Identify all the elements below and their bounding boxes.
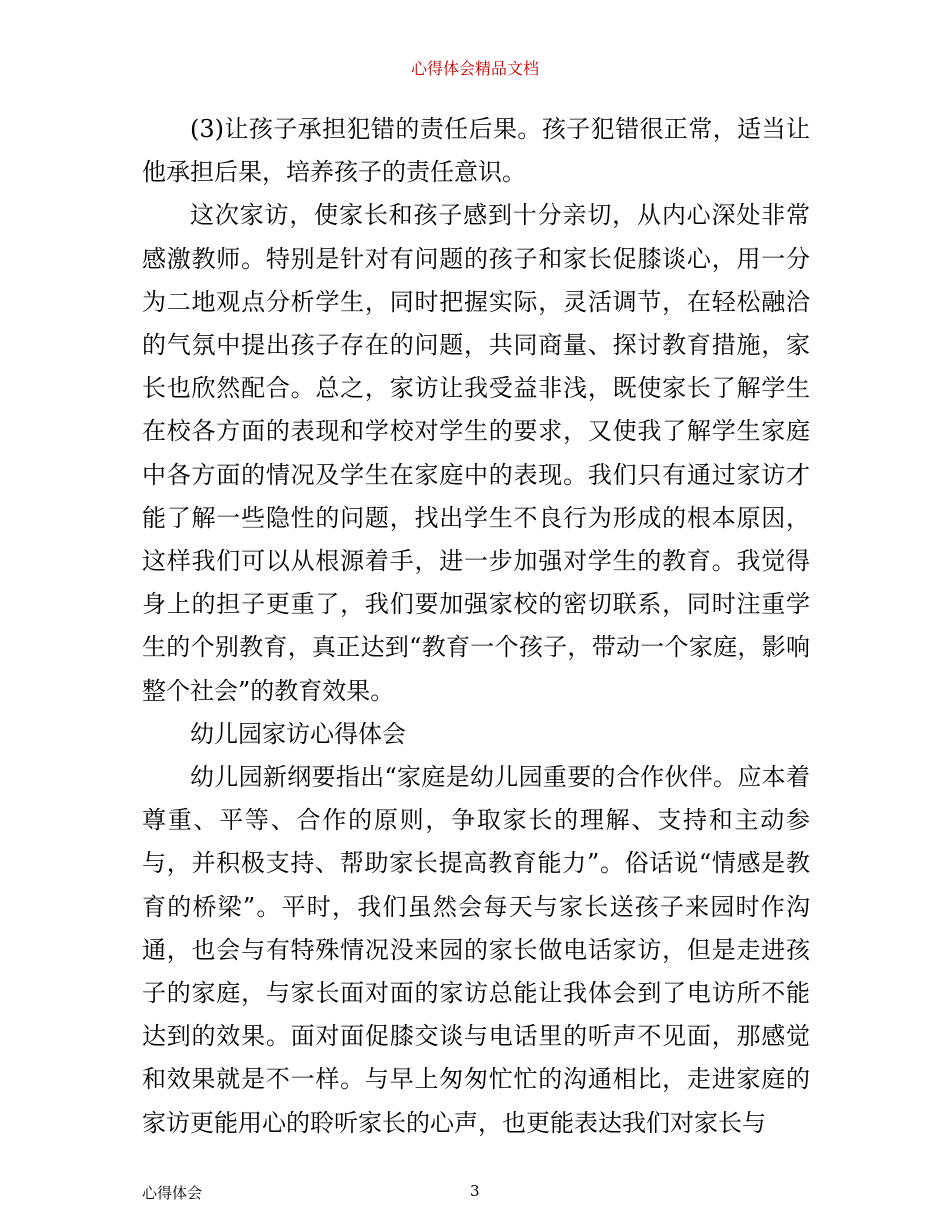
footer-label: 心得体会 [142,1184,203,1202]
paragraph-home-visit-summary: 这次家访，使家长和孩子感到十分亲切，从内心深处非常感激教师。特别是针对有问题的孩子和家长促膝谈心，用一分为二地观点分析学生，同时把握实际，灵活调节，在轻松融洽的气氛中提出孩子存在的问题，共同商量、探讨教育措施，家长也欣然配合。总之，家访让我受益非浅，既使家长了解学生在校各方面的表现和学校对学生的要求，又使我了解学生家庭中各方面的情况及学生在家庭中的表现。我们只有通过家访才能了解一些隐性的问题，找出学生不良行为形成的根本原因，这样我们可以从根源着手，进一步加强对学生的教育。我觉得身上的担子更重了，我们要加强家校的密切联系，同时注重学生的个别教育，真正达到“教育一个孩子，带动一个家庭，影响整个社会”的教育效果。 [142,201,810,705]
document-body [142,108,810,1145]
paragraph-kindergarten-visit: 幼儿园新纲要指出“家庭是幼儿园重要的合作伙伴。应本着尊重、平等、合作的原则，争取家长的理解、支持和主动参与，并积极支持、帮助家长提高教育能力”。俗话说“情感是教育的桥梁”。平时，我们虽然会每天与家长送孩子来园时作沟通，也会与有特殊情况没来园的家长做电话家访，但是走进孩子的家庭，与家长面对面的家访总能让我体会到了电访所不能达到的效果。面对面促膝交谈与电话里的听声不见面，那感觉和效果就是不一样。与早上匆匆忙忙的沟通相比，走进家庭的家访更能用心的聆听家长的心声，也更能表达我们对家长与 [142,763,810,1137]
page-number: 3 [470,1182,480,1200]
paragraph-responsibility: (3)让孩子承担犯错的责任后果。孩子犯错很正常，适当让他承担后果，培养孩子的责任意识。 [142,115,810,187]
section-heading: 幼儿园家访心得体会 [190,719,406,748]
page-header: 心得体会精品文档 [410,59,539,78]
